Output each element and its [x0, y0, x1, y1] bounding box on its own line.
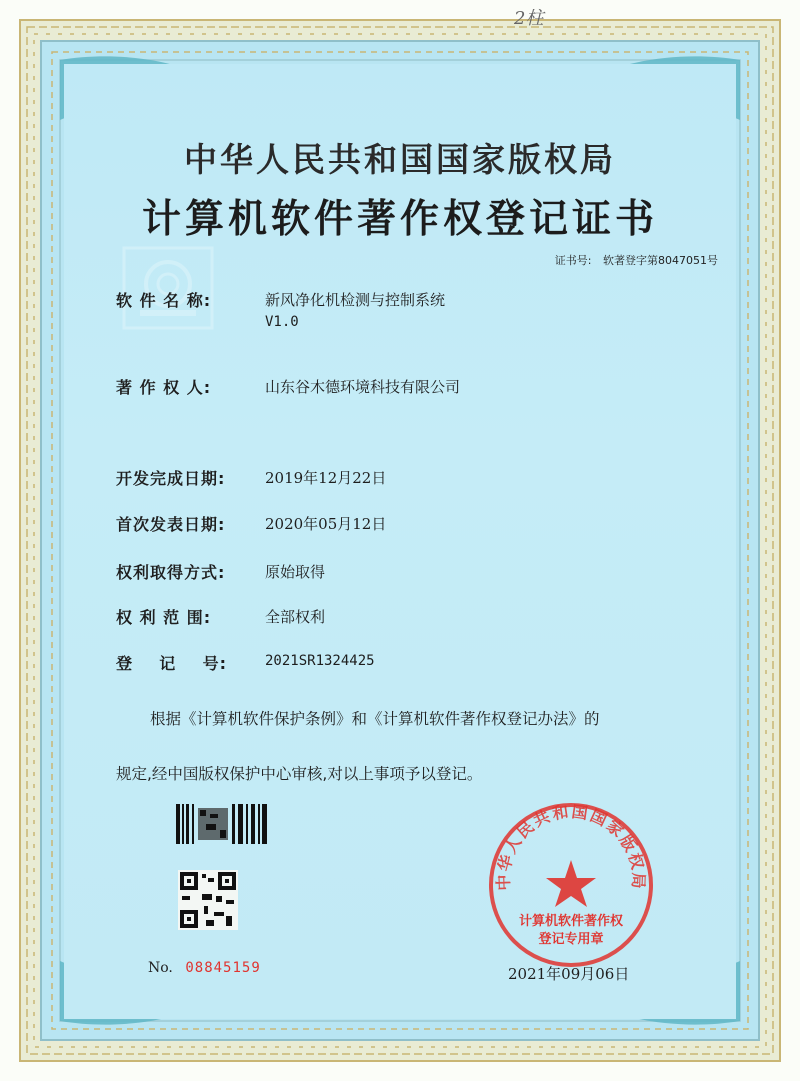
software-name-label: 软 件 名 称: — [116, 291, 212, 310]
copyright-owner-value: 山东谷木德环境科技有限公司 — [265, 378, 461, 396]
software-name-value: 新风净化机检测与控制系统 — [265, 291, 446, 309]
serial-number — [148, 960, 261, 976]
barcode — [176, 804, 268, 844]
acquisition-method-label: 权利取得方式: — [116, 563, 226, 582]
rights-scope-value: 全部权利 — [265, 608, 326, 626]
seal-line1: 计算机软件著作权 — [518, 914, 623, 929]
rights-scope-label: 权 利 范 围: — [116, 608, 212, 627]
qr-code — [178, 870, 238, 930]
handwritten-mark: 2柱 — [514, 8, 544, 29]
certificate-title: 计算机软件著作权登记证书 — [141, 196, 658, 242]
issue-date: 2021年09月06日 — [508, 965, 630, 983]
registration-number-value: 2021SR1324425 — [265, 653, 375, 669]
publish-date-value: 2020年05月12日 — [265, 515, 387, 533]
certificate-number-value: 软著登字第8047051号 — [603, 254, 718, 267]
completion-date-label: 开发完成日期: — [116, 469, 226, 488]
seal-ring-text: 中华人民共和国国家版权局 — [493, 801, 649, 891]
software-version-value: V1.0 — [265, 314, 299, 330]
completion-date-value: 2019年12月22日 — [265, 469, 387, 487]
certificate-number-label: 证书号: — [554, 254, 592, 267]
registration-number-label: 登 记 号: — [116, 654, 227, 673]
certificate-number — [547, 252, 718, 268]
serial-number-value: 08845159 — [185, 960, 261, 976]
acquisition-method-value: 原始取得 — [265, 563, 326, 581]
legal-statement-line2: 规定,经中国版权保护中心审核,对以上事项予以登记。 — [116, 765, 483, 783]
copyright-owner-label: 著 作 权 人: — [116, 378, 212, 397]
serial-number-label: No. — [148, 960, 173, 976]
seal-line2: 登记专用章 — [538, 932, 604, 947]
legal-statement — [116, 692, 736, 802]
agency-title: 中华人民共和国国家版权局 — [184, 140, 616, 179]
publish-date-label: 首次发表日期: — [116, 515, 226, 534]
legal-statement-line1: 根据《计算机软件保护条例》和《计算机软件著作权登记办法》的 — [150, 710, 600, 728]
official-seal — [486, 800, 656, 970]
